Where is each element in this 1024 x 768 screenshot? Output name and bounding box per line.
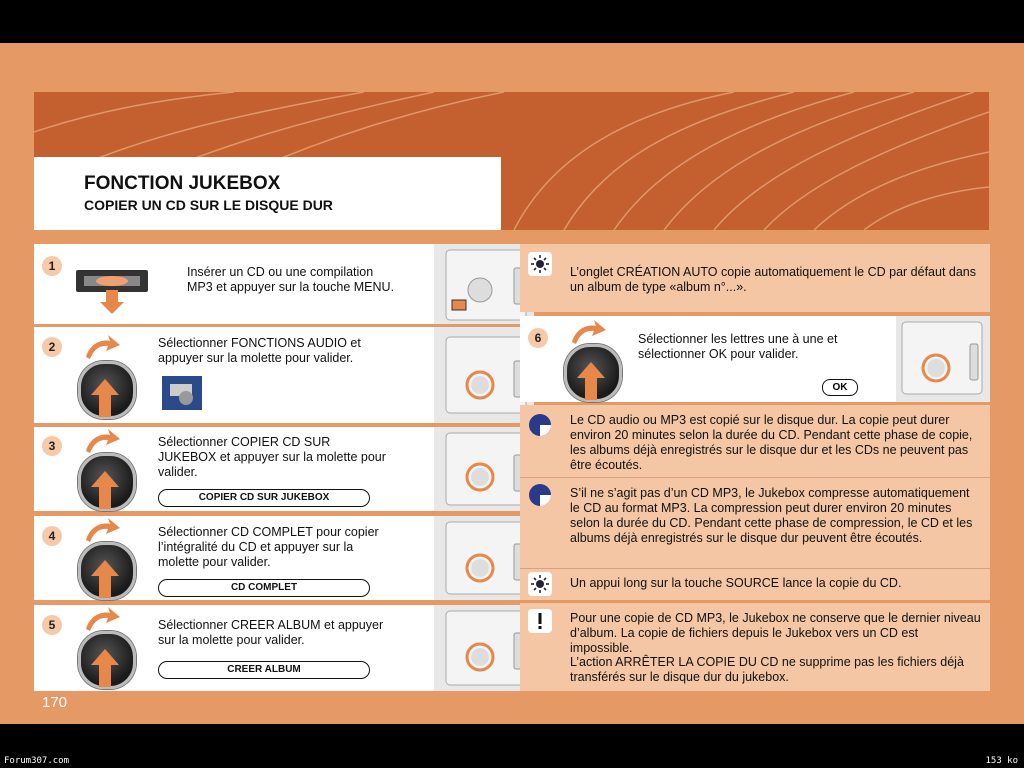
push-arrow-icon — [91, 471, 119, 509]
step-2 — [34, 327, 504, 423]
info-box — [520, 405, 990, 569]
rotate-arrow-icon — [82, 516, 122, 544]
step-number: 3 — [42, 436, 62, 456]
warning-exclamation-icon — [528, 609, 552, 633]
step-text: Sélectionner FONCTIONS AUDIO et appuyer sur la molette pour valider. — [158, 336, 361, 365]
step-text: Insérer un CD ou une compilation MP3 et appuyer sur la touche MENU. — [187, 265, 395, 294]
push-arrow-icon — [91, 649, 119, 687]
bottom-black-bar — [0, 724, 1024, 768]
cd-player-icon — [76, 266, 148, 316]
step-number: 6 — [528, 328, 548, 348]
top-black-bar — [0, 0, 1024, 43]
push-arrow-icon — [91, 379, 119, 417]
footer-site: Forum307.com — [4, 756, 70, 766]
control-panel-illustration — [434, 327, 534, 423]
menu-option-pill: CREER ALBUM — [158, 661, 370, 679]
info-text: Le CD audio ou MP3 est copié sur le disque dur. La copie peut durer environ 20 minutes selon la durée du CD. Pendant cette phase de copie, les albums déjà enregistrés sur le disque dur et les CDs ne peuvent pas être écoutés. — [570, 413, 973, 472]
menu-option-pill: COPIER CD SUR JUKEBOX — [158, 489, 370, 507]
rotate-arrow-icon — [82, 427, 122, 455]
disc-info-icon — [528, 413, 552, 437]
warning-text-2: L’action ARRÊTER LA COPIE DU CD ne supprime pas les fichiers déjà transférés sur le disque dur du jukebox. — [570, 655, 964, 684]
tip-lightbulb-icon — [528, 572, 552, 596]
title-box — [34, 157, 501, 230]
tip-box-source — [520, 568, 990, 600]
rotate-arrow-icon — [568, 318, 608, 346]
step-number: 5 — [42, 615, 62, 635]
separator — [520, 477, 990, 478]
audio-functions-icon — [162, 376, 202, 410]
step-number: 1 — [42, 256, 62, 276]
page-number: 170 — [42, 694, 68, 711]
step-6 — [520, 316, 990, 402]
ok-button-label: OK — [822, 379, 858, 396]
control-panel-illustration — [434, 605, 534, 691]
page-subtitle: COPIER UN CD SUR LE DISQUE DUR — [84, 197, 333, 213]
step-1 — [34, 244, 504, 324]
step-text: Sélectionner COPIER CD SUR JUKEBOX et appuyer sur la molette pour valider. — [158, 435, 386, 479]
control-panel-illustration — [434, 244, 534, 324]
disc-info-icon — [528, 483, 552, 507]
tip-text: L’onglet CRÉATION AUTO copie automatiquement le CD par défaut dans un album de type «album n°...». — [570, 265, 976, 294]
rotate-arrow-icon — [82, 333, 122, 361]
step-5 — [34, 605, 504, 691]
rotate-arrow-icon — [82, 605, 122, 633]
step-text: Sélectionner les lettres une à une et sélectionner OK pour valider. — [638, 332, 838, 361]
step-text: Sélectionner CREER ALBUM et appuyer sur la molette pour valider. — [158, 618, 384, 647]
page-title: FONCTION JUKEBOX — [84, 173, 281, 194]
push-arrow-icon — [577, 362, 605, 400]
step-3 — [34, 427, 504, 511]
footer-size: 153 ko — [985, 756, 1018, 766]
control-panel-illustration — [434, 427, 534, 511]
warning-text: Pour une copie de CD MP3, le Jukebox ne conserve que le dernier niveau d’album. La copie de fichiers depuis le Jukebox vers un CD est impossible. — [570, 611, 981, 655]
step-number: 2 — [42, 337, 62, 357]
step-number: 4 — [42, 526, 62, 546]
separator — [520, 568, 990, 569]
control-panel-illustration — [896, 316, 990, 402]
tip-text: Un appui long sur la touche SOURCE lance la copie du CD. — [570, 576, 902, 590]
push-arrow-icon — [91, 560, 119, 598]
tip-lightbulb-icon — [528, 252, 552, 276]
info-text: S’il ne s’agit pas d’un CD MP3, le Jukebox compresse automatiquement le CD au format MP3. La compression peut durer environ 20 minutes selon la durée du CD. Pendant cette phase de compression, le CD et les albums déjà enregistrés sur le disque dur peuvent être écoutés. — [570, 486, 973, 545]
step-4 — [34, 516, 504, 600]
control-panel-illustration — [434, 516, 534, 600]
warning-box — [520, 603, 990, 691]
tip-box-auto-creation — [520, 244, 990, 312]
step-text: Sélectionner CD COMPLET pour copier l’intégralité du CD et appuyer sur la molette pour valider. — [158, 525, 379, 569]
menu-option-pill: CD COMPLET — [158, 579, 370, 597]
